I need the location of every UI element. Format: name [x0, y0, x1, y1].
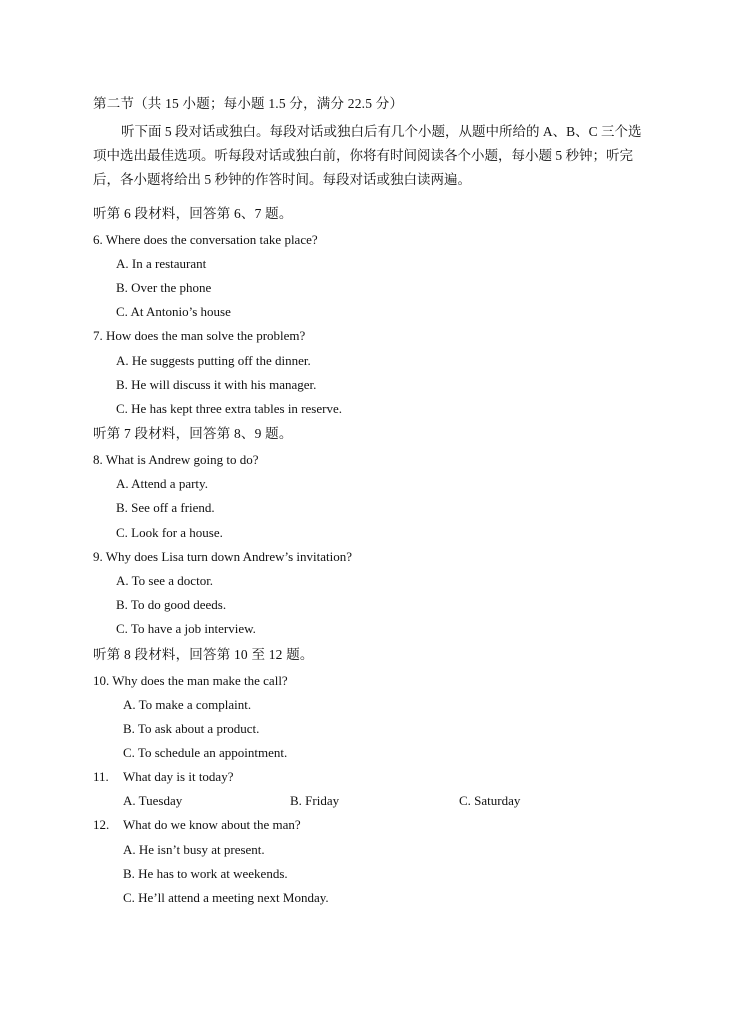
question-11-option-a: A. Tuesday [123, 793, 183, 808]
question-12-number: 12. [93, 817, 110, 832]
question-11-number: 11. [93, 769, 109, 784]
question-12-option-c: C. He’ll attend a meeting next Monday. [123, 890, 329, 905]
question-7-option-b: B. He will discuss it with his manager. [116, 377, 317, 392]
group-heading-6: 听第 6 段材料，回答第 6、7 题。 [93, 206, 293, 221]
question-9-stem: 9. Why does Lisa turn down Andrew’s invitation? [93, 549, 353, 564]
question-8-option-b: B. See off a friend. [116, 500, 215, 515]
question-10-option-c: C. To schedule an appointment. [123, 745, 288, 760]
question-9-option-b: B. To do good deeds. [116, 597, 227, 612]
question-11-stem: What day is it today? [123, 769, 234, 784]
question-6-option-a: A. In a restaurant [116, 256, 207, 271]
question-6-stem: 6. Where does the conversation take place? [93, 232, 318, 247]
question-12-stem: What do we know about the man? [123, 817, 301, 832]
question-10-stem: 10. Why does the man make the call? [93, 673, 288, 688]
question-12-option-a: A. He isn’t busy at present. [123, 842, 265, 857]
question-9-option-c: C. To have a job interview. [116, 621, 256, 636]
question-7-option-a: A. He suggests putting off the dinner. [116, 353, 311, 368]
question-8-option-a: A. Attend a party. [116, 476, 208, 491]
question-7-option-c: C. He has kept three extra tables in reserve. [116, 401, 342, 416]
group-heading-8: 听第 8 段材料，回答第 10 至 12 题。 [93, 647, 314, 662]
question-11-option-b: B. Friday [290, 793, 340, 808]
question-10-option-a: A. To make a complaint. [123, 697, 252, 712]
question-11-stem-row [93, 769, 233, 785]
question-7-stem: 7. How does the man solve the problem? [93, 328, 306, 343]
section-header: 第二节（共 15 小题；每小题 1.5 分，满分 22.5 分） [93, 96, 404, 111]
question-9-option-a: A. To see a doctor. [116, 573, 214, 588]
group-heading-7: 听第 7 段材料，回答第 8、9 题。 [93, 426, 293, 441]
question-8-option-c: C. Look for a house. [116, 525, 223, 540]
question-12-option-b: B. He has to work at weekends. [123, 866, 288, 881]
question-11-option-c: C. Saturday [459, 793, 521, 808]
question-10-option-b: B. To ask about a product. [123, 721, 260, 736]
instructions-paragraph: 听下面 5 段对话或独白。每段对话或独白后有几个小题，从题中所给的 A、B、C 三个选项中选出最佳选项。听每段对话或独白前，你将有时间阅读各个小题，每小题 5 秒钟；听完后，各小题将给出 5 秒钟的作答时间。每段对话或独白读两遍。 [93, 124, 642, 187]
question-8-stem: 8. What is Andrew going to do? [93, 452, 259, 467]
question-12-stem-row [93, 817, 301, 833]
question-6-option-c: C. At Antonio’s house [116, 304, 231, 319]
question-6-option-b: B. Over the phone [116, 280, 212, 295]
